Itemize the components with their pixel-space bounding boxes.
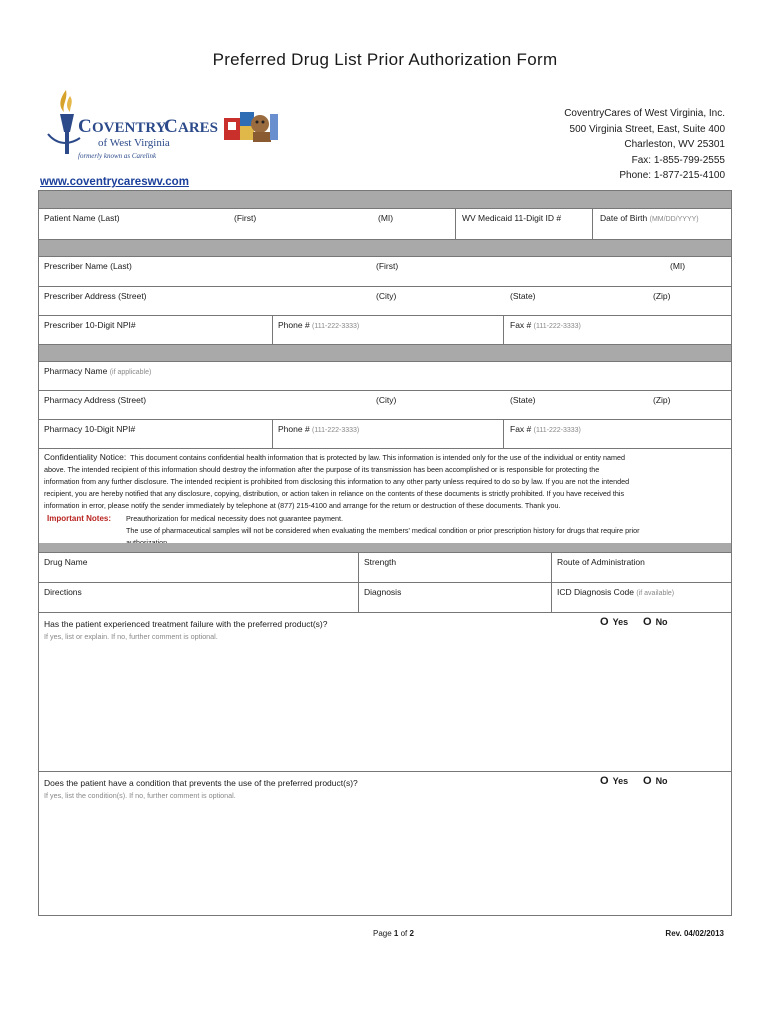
prescriber-city-label: (City)	[376, 291, 397, 301]
question-2-answer-area[interactable]	[39, 805, 731, 915]
prescriber-last-name-field[interactable]	[39, 257, 359, 286]
svg-text:of West Virginia: of West Virginia	[98, 137, 170, 149]
website-link[interactable]: www.coventrycareswv.com	[40, 176, 189, 188]
prescriber-address-label: Prescriber Address (Street)	[44, 291, 147, 301]
q2-yes-label: Yes	[612, 776, 629, 786]
pharmacy-city-field[interactable]	[371, 391, 491, 419]
patient-first-label: (First)	[234, 213, 257, 223]
svg-text:C: C	[164, 116, 178, 137]
prescriber-fax-label: Fax #	[510, 320, 532, 330]
prescriber-zip-field[interactable]	[648, 287, 728, 315]
prescriber-state-field[interactable]	[505, 287, 625, 315]
q2-no-radio[interactable]	[643, 775, 668, 787]
prescriber-phone-field[interactable]	[273, 316, 501, 344]
radio-circle-icon: O	[600, 775, 609, 787]
route-field[interactable]	[552, 553, 731, 582]
date-of-birth-field[interactable]	[595, 209, 731, 239]
confidentiality-text: information from any further disclosure. The intended recipient is prohibited from disclosing this information to any other party unless required to do so by law. If you are not the intended	[44, 477, 630, 486]
svg-text:OVENTRY: OVENTRY	[92, 120, 167, 136]
section-header-bar	[39, 191, 731, 208]
pharmacy-npi-field[interactable]	[39, 420, 271, 448]
confidentiality-text: This document contains confidential health information that is protected by law. This information is intended only for the use of the individual or entity named	[130, 453, 625, 462]
section-header-bar	[39, 344, 731, 361]
page-total: 2	[409, 929, 414, 938]
strength-label: Strength	[364, 557, 397, 567]
medicaid-id-field[interactable]	[457, 209, 591, 239]
question-1	[39, 615, 599, 629]
icd-hint: (if available)	[636, 590, 675, 597]
prescriber-npi-label: Prescriber 10-Digit NPI#	[44, 320, 136, 330]
page-prefix: Page	[373, 929, 392, 938]
dob-label: Date of Birth	[600, 213, 648, 223]
prescriber-zip-label: (Zip)	[653, 291, 671, 301]
section-header-bar	[39, 239, 731, 256]
radio-circle-icon: O	[643, 616, 652, 628]
question-2-text: Does the patient have a condition that prevents the use of the preferred product(s)?	[44, 778, 358, 788]
question-2	[39, 774, 599, 788]
confidentiality-label: Confidentiality Notice:	[44, 452, 127, 462]
prescriber-state-label: (State)	[510, 291, 536, 301]
patient-last-label: Patient Name (Last)	[44, 213, 120, 223]
revision-date: Rev. 04/02/2013	[665, 929, 724, 938]
q1-yes-label: Yes	[612, 617, 629, 627]
pharmacy-zip-label: (Zip)	[653, 395, 671, 405]
prescriber-phone-hint: (111-222-3333)	[312, 323, 360, 330]
question-1-hint: If yes, list or explain. If no, further comment is optional.	[44, 632, 218, 641]
icd-label: ICD Diagnosis Code	[557, 587, 635, 597]
q1-no-label: No	[655, 617, 668, 627]
page-number	[373, 929, 414, 938]
pharmacy-address-field[interactable]	[39, 391, 359, 419]
question-1-text: Has the patient experienced treatment failure with the preferred product(s)?	[44, 619, 328, 629]
pharmacy-name-label: Pharmacy Name	[44, 366, 108, 376]
pharmacy-address-label: Pharmacy Address (Street)	[44, 395, 147, 405]
q2-yes-radio[interactable]	[600, 775, 628, 787]
directions-field[interactable]	[39, 583, 357, 612]
prescriber-mi-field[interactable]	[665, 257, 725, 286]
q1-no-radio[interactable]	[643, 616, 668, 628]
notes-line: The use of pharmaceutical samples will not be considered when evaluating the members' medical condition or prior prescription history for drugs that require prior	[126, 526, 640, 535]
question-2-hint: If yes, list the condition(s). If no, further comment is optional.	[44, 791, 236, 800]
confidentiality-text: recipient, you are hereby notified that any disclosure, copying, distribution, or action taken in reliance on the contents of these documents is strictly prohibited. If you have received this	[44, 489, 625, 498]
confidentiality-notice	[44, 451, 726, 549]
pharmacy-phone-field[interactable]	[273, 420, 501, 448]
pharmacy-phone-label: Phone #	[278, 424, 310, 434]
dob-hint: (MM/DD/YYYY)	[649, 216, 699, 223]
section-header-bar	[39, 543, 731, 552]
pharmacy-phone-hint: (111-222-3333)	[312, 427, 360, 434]
address-line: 500 Virginia Street, East, Suite 400	[569, 123, 725, 135]
directions-label: Directions	[44, 587, 82, 597]
patient-mi-label: (MI)	[378, 213, 394, 223]
pharmacy-state-label: (State)	[510, 395, 536, 405]
patient-first-name-field[interactable]	[229, 209, 369, 239]
pharmacy-name-hint: (if applicable)	[109, 369, 152, 376]
strength-field[interactable]	[359, 553, 549, 582]
pharmacy-zip-field[interactable]	[648, 391, 728, 419]
prescriber-last-label: Prescriber Name (Last)	[44, 261, 132, 271]
route-label: Route of Administration	[557, 557, 645, 567]
drug-name-field[interactable]	[39, 553, 357, 582]
prior-auth-form	[38, 190, 732, 916]
pharmacy-city-label: (City)	[376, 395, 397, 405]
svg-text:formerly known as Carelink: formerly known as Carelink	[78, 152, 157, 160]
prescriber-address-field[interactable]	[39, 287, 359, 315]
confidentiality-text: above. The intended recipient of this information should destroy the information after the purpose of its transmission has been accomplished or is responsible for protecting the	[44, 465, 600, 474]
prescriber-first-name-field[interactable]	[371, 257, 571, 286]
radio-circle-icon: O	[643, 775, 652, 787]
confidentiality-text: information in error, please notify the sender immediately by telephone at (877) 215-4100 and arrange for the return or destruction of these documents. Thank you.	[44, 501, 561, 510]
page-current: 1	[393, 929, 399, 938]
svg-text:ARES: ARES	[178, 120, 219, 136]
important-notes-label: Important Notes:	[47, 514, 111, 523]
prescriber-fax-field[interactable]	[505, 316, 731, 344]
notes-line: Preauthorization for medical necessity does not guarantee payment.	[126, 514, 343, 523]
radio-circle-icon: O	[600, 616, 609, 628]
pharmacy-fax-field[interactable]	[505, 420, 731, 448]
phone-line: Phone: 1-877-215-4100	[619, 170, 725, 181]
icd-code-field[interactable]	[552, 583, 731, 612]
medicaid-id-label: WV Medicaid 11-Digit ID #	[462, 213, 562, 223]
diagnosis-field[interactable]	[359, 583, 549, 612]
prescriber-first-label: (First)	[376, 261, 399, 271]
page-of: of	[400, 929, 408, 938]
address-line: Charleston, WV 25301	[624, 139, 725, 150]
fax-line: Fax: 1-855-799-2555	[631, 154, 725, 166]
svg-text:C: C	[78, 116, 92, 137]
pharmacy-npi-label: Pharmacy 10-Digit NPI#	[44, 424, 136, 434]
company-address	[564, 106, 725, 184]
prescriber-city-field[interactable]	[371, 287, 491, 315]
question-1-answer-area[interactable]	[39, 646, 731, 771]
prescriber-fax-hint: (111-222-3333)	[533, 323, 581, 330]
pharmacy-fax-label: Fax #	[510, 424, 532, 434]
coventrycares-logo	[46, 88, 278, 166]
pharmacy-fax-hint: (111-222-3333)	[533, 427, 581, 434]
drug-name-label: Drug Name	[44, 557, 88, 567]
page-title: Preferred Drug List Prior Authorization Form	[212, 50, 558, 69]
q2-no-label: No	[655, 776, 668, 786]
patient-last-name-field[interactable]	[39, 209, 229, 239]
pharmacy-name-field[interactable]	[39, 362, 539, 390]
diagnosis-label: Diagnosis	[364, 587, 402, 597]
q1-yes-radio[interactable]	[600, 616, 628, 628]
prescriber-npi-field[interactable]	[39, 316, 271, 344]
address-line: CoventryCares of West Virginia, Inc.	[564, 108, 725, 119]
prescriber-mi-label: (MI)	[670, 261, 686, 271]
prescriber-phone-label: Phone #	[278, 320, 310, 330]
patient-mi-field[interactable]	[373, 209, 453, 239]
pharmacy-state-field[interactable]	[505, 391, 625, 419]
